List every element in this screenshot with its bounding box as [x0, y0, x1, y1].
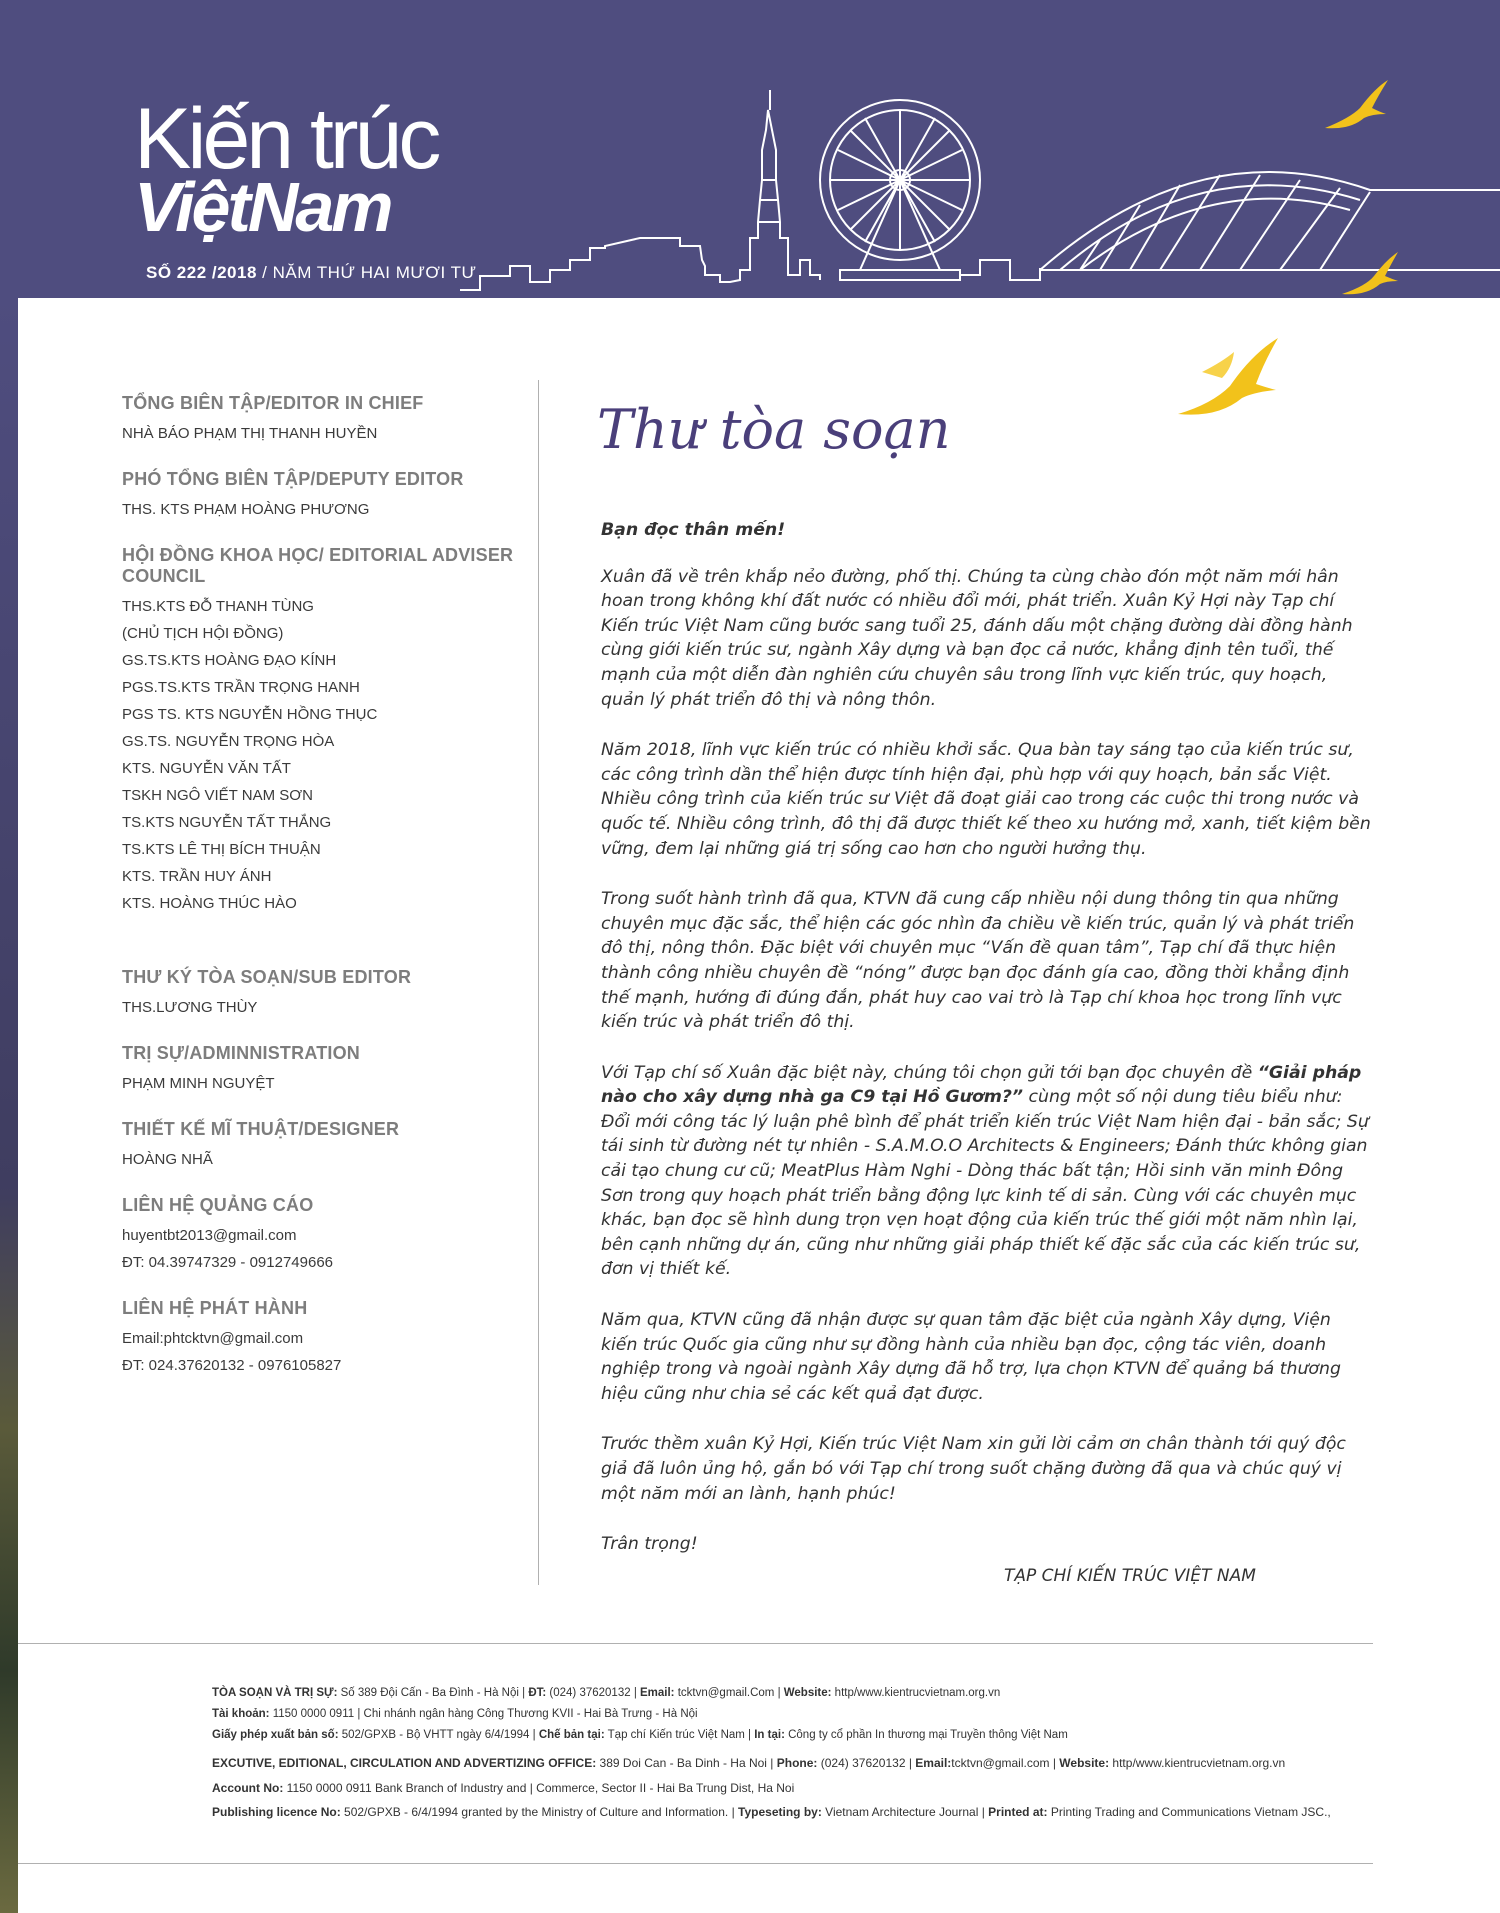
footer-text: 389 Doi Can - Ba Dinh - Ha Noi |: [596, 1756, 777, 1770]
letter-greeting: Bạn đọc thân mến!: [601, 520, 786, 540]
advertising-phone: ĐT: 04.39747329 - 0912749666: [122, 1254, 334, 1271]
footer-label: TÒA SOẠN VÀ TRỊ SỰ:: [212, 1687, 338, 1699]
footer-label: Giấy phép xuất bản số:: [212, 1729, 339, 1741]
credit-deputy-editor: [122, 469, 542, 523]
letter-paragraph: Năm qua, KTVN cũng đã nhận được sự quan tâm đặc biệt của ngành Xây dựng, Viện kiến trúc Quốc gia cũng như sự đồng hành của nhiều bạn đọc, cộng tác viên, doanh nghiệp trong và ngoài ngành Xây dựng đã hỗ trợ, lựa chọn KTVN để quảng bá thương hiệu cũng như chia sẻ các kết quả đạt được.: [601, 1310, 1341, 1404]
footer-label: Website:: [1059, 1756, 1110, 1770]
footer-line-license-en: [212, 1805, 1331, 1819]
letter-closing: Trân trọng!: [601, 1534, 698, 1555]
footer-label: In tại:: [754, 1729, 785, 1741]
masthead-credits: [122, 393, 542, 1401]
credit-name: KTS. HOÀNG THÚC HÀO: [122, 895, 297, 912]
credit-title: THƯ KÝ TÒA SOẠN/SUB EDITOR: [122, 967, 412, 987]
footer-email[interactable]: tcktvn@gmail.Com |: [674, 1687, 784, 1699]
credit-title: TRỊ SỰ/ADMINNISTRATION: [122, 1043, 360, 1063]
issue-separator: /: [256, 263, 273, 282]
footer-label: Printed at:: [988, 1805, 1048, 1819]
credit-name: TS.KTS NGUYỄN TẤT THẮNG: [122, 814, 332, 831]
footer-line-office: [212, 1687, 1000, 1699]
credit-name: PGS.TS.KTS TRẦN TRỌNG HANH: [122, 679, 360, 696]
letter-paragraph: Trong suốt hành trình đã qua, KTVN đã cung cấp nhiều nội dung thông tin qua những chuyên mục đặc sắc, thể hiện các góc nhìn đa chiều về kiến trúc, quản lý và phát triển đô thị, nông thôn. Đặc biệt với chuyên mục “Vấn đề quan tâm”, Tạp chí đã thực hiện thành công nhiều chuyên đề “nóng” được bạn đọc đánh gía cao, đồng thời khẳng định thế mạnh, hướng đi đúng đắn, phát huy cao vai trò là Tạp chí khoa học trong lĩnh vực kiến trúc và phát triển đô thị.: [601, 889, 1355, 1033]
distribution-email[interactable]: Email:phtcktvn@gmail.com: [122, 1330, 304, 1347]
advertising-email[interactable]: huyentbt2013@gmail.com: [122, 1227, 297, 1244]
footer-text: Printing Trading and Communications Vietnam JSC.,: [1047, 1805, 1331, 1819]
footer-website[interactable]: http/www.kientrucvietnam.org.vn: [1109, 1756, 1286, 1770]
swallow-bird-icon: [1340, 250, 1400, 300]
letter-title: Thư tòa soạn: [597, 398, 951, 461]
footer-line-license: [212, 1729, 1068, 1741]
footer-label: Account No:: [212, 1781, 284, 1795]
footer-text: Tạp chí Kiến trúc Việt Nam |: [604, 1729, 755, 1741]
footer-line-account: [212, 1708, 698, 1720]
footer-text: 1150 0000 0911 Bank Branch of Industry and | Commerce, Sector II - Hai Ba Trung Dist, Ha Noi: [283, 1781, 795, 1795]
credit-name: KTS. NGUYỄN VĂN TẤT: [122, 760, 291, 777]
credit-designer: [122, 1119, 542, 1173]
letter-feature-topic: “Giải pháp nào cho xây dựng nhà ga C9 tại Hồ Gươm?”: [601, 1062, 1362, 1108]
credit-title: TỔNG BIÊN TẬP/EDITOR IN CHIEF: [122, 393, 424, 413]
credit-name: THS.KTS ĐỖ THANH TÙNG: [122, 598, 314, 615]
footer-text: 502/GPXB - 6/4/1994 granted by the Ministry of Culture and Information. |: [340, 1805, 739, 1819]
credit-name: GS.TS.KTS HOÀNG ĐẠO KÍNH: [122, 652, 337, 669]
footer-label: Phone:: [776, 1756, 818, 1770]
footer-text: Vietnam Architecture Journal |: [821, 1805, 989, 1819]
credit-title: THIẾT KẾ MĨ THUẬT/DESIGNER: [122, 1119, 400, 1139]
credit-title: HỘI ĐỒNG KHOA HỌC/ EDITORIAL ADVISER COUNCIL: [122, 545, 514, 586]
credit-name: TSKH NGÔ VIẾT NAM SƠN: [122, 787, 313, 804]
footer-text: (024) 37620132 |: [817, 1756, 916, 1770]
letter-paragraph: Xuân đã về trên khắp nẻo đường, phố thị. Chúng ta cùng chào đón một năm mới hân hoan trong không khí đất nước có nhiều đổi mới, phát triển. Xuân Kỷ Hợi này Tạp chí Kiến trúc Việt Nam cũng bước sang tuổi 25, đánh dấu một chặng đường dài đồng hành cùng giới kiến trúc sư, ngành Xây dựng và bạn đọc cả nước, khẳng định tên tuổi, thế mạnh của một diễn đàn nghiên cứu chuyên sâu trong lĩnh vực kiến trúc, quy hoạch, quản lý phát triển đô thị và nông thôn.: [601, 566, 1353, 710]
logo-kien-truc: Kiến trúc: [134, 91, 438, 187]
credit-distribution-contact: [122, 1298, 542, 1379]
credit-administration: [122, 1043, 542, 1097]
footer-label: Website:: [783, 1687, 832, 1699]
footer-label: Chế bản tại:: [538, 1729, 605, 1741]
credit-advertising-contact: [122, 1195, 542, 1276]
footer-rule-top: [18, 1643, 1373, 1644]
credit-name: TS.KTS LÊ THỊ BÍCH THUẬN: [122, 841, 321, 858]
credit-name: GS.TS. NGUYỄN TRỌNG HÒA: [122, 733, 335, 750]
footer-text: 502/GPXB - Bộ VHTT ngày 6/4/1994 |: [338, 1729, 539, 1741]
distribution-phone: ĐT: 024.37620132 - 0976105827: [122, 1357, 342, 1374]
logo-viet-nam: ViệtNam: [134, 168, 391, 246]
credit-editor-in-chief: [122, 393, 542, 447]
credit-name: PHẠM MINH NGUYỆT: [122, 1075, 275, 1092]
swallow-bird-icon: [1320, 78, 1390, 138]
credit-adviser-council: [122, 545, 542, 917]
credit-name: HOÀNG NHÃ: [122, 1151, 213, 1168]
credit-name: (CHỦ TỊCH HỘI ĐỒNG): [122, 625, 284, 642]
letter-text: Với Tạp chí số Xuân đặc biệt này, chúng tôi chọn gửi tới bạn đọc chuyên đề: [601, 1062, 1258, 1083]
credit-name: THS. KTS PHẠM HOÀNG PHƯƠNG: [122, 501, 370, 518]
footer-label: Email:: [640, 1687, 675, 1699]
footer-website[interactable]: http/www.kientrucvietnam.org.vn: [831, 1687, 1001, 1699]
letter-paragraph: Năm 2018, lĩnh vực kiến trúc có nhiều khởi sắc. Qua bàn tay sáng tạo của kiến trúc sư, các công trình dần thể hiện được tính hiện đại, phù hợp với quy hoạch, bản sắc Việt. Nhiều công trình của kiến trúc sư Việt đã đoạt giải cao trong các cuộc thi trong nước và quốc tế. Nhiều công trình, đô thị đã được thiết kế theo xu hướng mở, xanh, tiết kiệm bền vững, đem lại những giá trị sống cao hơn cho người hưởng thụ.: [601, 740, 1371, 859]
footer-label: ĐT:: [528, 1687, 547, 1699]
footer-label: Typeseting by:: [738, 1805, 822, 1819]
footer-text: Số 389 Đội Cấn - Ba Đình - Hà Nội |: [337, 1687, 529, 1699]
footer-text: 1150 0000 0911 | Chi nhánh ngân hàng Công Thương KVII - Hai Bà Trưng - Hà Nội: [269, 1708, 698, 1720]
footer-rule-bottom: [18, 1863, 1373, 1864]
issue-year: NĂM THỨ HAI MƯƠI TƯ: [272, 263, 477, 282]
credit-name: PGS TS. KTS NGUYỄN HỒNG THỤC: [122, 706, 378, 723]
credit-sub-editor: [122, 967, 542, 1021]
footer-line-office-en: [212, 1756, 1285, 1770]
column-divider: [538, 380, 539, 1585]
footer-text: Công ty cổ phần In thương mại Truyền thông Việt Nam: [784, 1729, 1068, 1741]
cover-image-strip: [0, 298, 18, 1913]
footer-email[interactable]: tcktvn@gmail.com |: [951, 1756, 1060, 1770]
issue-number: SỐ 222 /2018: [146, 263, 257, 282]
letter-text: cùng một số nội dung tiêu biểu như: Đổi mới công tác lý luận phê bình để phát triển kiến trúc Việt Nam hiện đại - bản sắc; Sự tái sinh từ đường nét tự nhiên - S.A.M.O.O Architects & Engineers; Đánh thức không gian cải tạo chung cư cũ; MeatPlus Hàm Nghi - Dòng thác bất tận; Hồi sinh văn minh Đông Sơn trong quy hoạch phát triển bằng động lực kinh tế di sản. Cùng với các chuyên mục khác, bạn đọc sẽ hình dung trọn vẹn hoạt động của kiến trúc thế giới một năm nhìn lại, bên cạnh những dự án, cũng như những giải pháp thiết kế đặc sắc của các kiến trúc sư, đơn vị thiết kế.: [601, 1087, 1369, 1280]
credit-title: LIÊN HỆ QUẢNG CÁO: [122, 1195, 314, 1215]
swallow-bird-icon: [1172, 332, 1282, 422]
issue-line: [146, 263, 477, 283]
letter-paragraph: Trước thềm xuân Kỷ Hợi, Kiến trúc Việt Nam xin gửi lời cảm ơn chân thành tới quý độc giả đã luôn ủng hộ, gắn bó với Tạp chí trong suốt chặng đường đã qua và chúc quý vị một năm mới an lành, hạnh phúc!: [601, 1434, 1346, 1504]
credit-title: LIÊN HỆ PHÁT HÀNH: [122, 1298, 308, 1318]
editorial-letter: [601, 518, 1371, 1583]
credit-name: THS.LƯƠNG THÙY: [122, 999, 258, 1016]
footer-text: (024) 37620132 |: [546, 1687, 640, 1699]
credit-title: PHÓ TỔNG BIÊN TẬP/DEPUTY EDITOR: [122, 469, 464, 489]
letter-paragraph: [601, 1061, 1371, 1282]
footer-line-account-en: [212, 1781, 794, 1795]
footer-label: Email:: [915, 1756, 952, 1770]
credit-name: NHÀ BÁO PHẠM THỊ THANH HUYỀN: [122, 425, 378, 442]
letter-signature: TẠP CHÍ KIẾN TRÚC VIỆT NAM: [1004, 1566, 1256, 1586]
footer-label: EXCUTIVE, EDITIONAL, CIRCULATION AND ADVERTIZING OFFICE:: [212, 1756, 597, 1770]
footer-label: Tài khoản:: [212, 1708, 270, 1720]
footer-label: Publishing licence No:: [212, 1805, 341, 1819]
credit-name: KTS. TRẦN HUY ÁNH: [122, 868, 272, 885]
